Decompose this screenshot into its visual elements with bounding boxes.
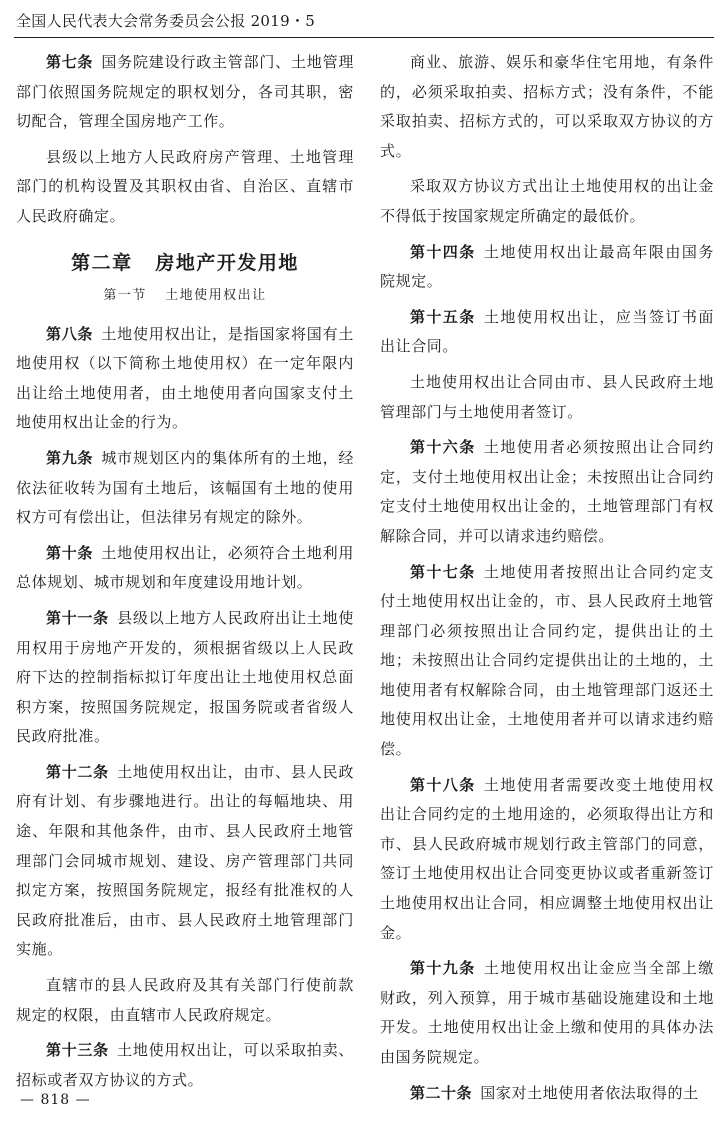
article-label: 第十七条 [410,562,476,581]
paragraph [380,48,714,166]
chapter-heading [16,248,354,278]
article-paragraph [16,604,354,752]
article-text: 国务院建设行政主管部门、土地管理部门依照国务院规定的职权划分，各司其职，密切配合，管理全国房地产工作。 [16,53,354,131]
article-paragraph [380,433,714,551]
article-label: 第十四条 [410,242,476,261]
paragraph [16,971,354,1030]
article-text: 土地使用权出让最高年限由国务院规定。 [380,242,714,291]
article-paragraph [380,238,714,297]
article-label: 第九条 [46,448,94,467]
article-label: 第十九条 [410,959,476,978]
page-number: — 818 — [20,1092,91,1108]
article-text: 城市规划区内的集体所有的土地，经依法征收转为国有土地后，该幅国有土地的使用权方可有偿出让，但法律另有规定的除外。 [16,448,354,527]
right-column-articles [380,48,714,1108]
article-paragraph [380,558,714,765]
article-paragraph [16,1036,354,1095]
article-label: 第十一条 [46,608,109,627]
article-text: 土地使用权出让，应当签订书面出让合同。 [380,307,714,356]
article-text: 土地使用权出让，可以采取拍卖、招标或者双方协议的方式。 [16,1041,354,1089]
article-label: 第八条 [46,324,94,343]
paragraph [380,368,714,427]
article-text: 土地使用权出让金应当全部上缴财政，列入预算，用于城市基础设施建设和土地开发。土地使用权出让金上缴和使用的具体办法由国务院规定。 [380,959,714,1066]
article-paragraph [380,303,714,362]
article-label: 第十六条 [410,438,476,457]
left-column-articles [16,320,354,1096]
article-paragraph [16,320,354,438]
left-column [16,48,354,1101]
article-text: 直辖市的县人民政府及其有关部门行使前款规定的权限，由直辖市人民政府规定。 [16,976,354,1024]
left-column-top [16,48,354,232]
article-label: 第十五条 [410,307,476,326]
paragraph [380,172,714,231]
page-header: 全国人民代表大会常务委员会公报 2019・5 [16,12,316,30]
paragraph [16,143,354,232]
chapter-number: 第二章 [71,251,133,274]
article-text: 土地使用者必须按照出让合同约定，支付土地使用权出让金；未按照出让合同约定支付土地使用权出让金的，土地管理部门有权解除合同，并可以请求违约赔偿。 [380,438,714,545]
article-text: 土地使用者需要改变土地使用权出让合同约定的土地用途的，必须取得出让方和市、县人民政府城市规划行政主管部门的同意，签订土地使用权出让合同变更协议或者重新签订土地使用权出让合同，相应调整土地使用权出让金。 [380,775,714,942]
section-heading [16,284,354,308]
article-paragraph [16,539,354,598]
article-text: 县级以上地方人民政府出让土地使用权用于房地产开发的，须根据省级以上人民政府下达的控制指标拟订年度出让土地使用权总面积方案，按照国务院规定，报国务院或者省级人民政府批准。 [16,608,354,746]
right-column [380,48,714,1114]
article-label: 第七条 [46,53,94,71]
article-text: 土地使用者按照出让合同约定支付土地使用权出让金的，市、县人民政府土地管理部门必须按照出让合同约定，提供出让的土地；未按照出让合同约定提供出让的土地的，土地使用者有权解除合同，由土地管理部门返还土地使用权出让金，土地使用者并可以请求违约赔偿。 [380,562,714,759]
article-paragraph [16,758,354,965]
article-text: 国家对土地使用者依法取得的土 [480,1083,699,1102]
article-paragraph [16,48,354,137]
article-paragraph [380,771,714,949]
article-label: 第二十条 [410,1083,473,1102]
chapter-title: 房地产开发用地 [155,251,299,274]
article-paragraph [380,954,714,1072]
article-text: 土地使用权出让合同由市、县人民政府土地管理部门与土地使用者签订。 [380,372,714,421]
section-number: 第一节 [103,287,147,303]
article-label: 第十二条 [46,762,109,781]
section-title: 土地使用权出让 [165,287,267,303]
article-text: 土地使用权出让，必须符合土地利用总体规划、城市规划和年度建设用地计划。 [16,543,354,592]
article-label: 第十条 [46,543,94,562]
article-paragraph [380,1079,714,1109]
header-rule [14,37,714,38]
article-text: 采取双方协议方式出让土地使用权的出让金不得低于按国家规定所确定的最低价。 [380,177,714,225]
article-label: 第十八条 [410,775,476,794]
article-text: 商业、旅游、娱乐和豪华住宅用地，有条件的，必须采取拍卖、招标方式；没有条件，不能采取拍卖、招标方式的，可以采取双方协议的方式。 [380,53,714,160]
article-text: 土地使用权出让，是指国家将国有土地使用权（以下简称土地使用权）在一定年限内出让给土地使用者，由土地使用者向国家支付土地使用权出让金的行为。 [16,324,354,432]
article-paragraph [16,444,354,533]
article-text: 土地使用权出让，由市、县人民政府有计划、有步骤地进行。出让的每幅地块、用途、年限和其他条件，由市、县人民政府土地管理部门会同城市规划、建设、房产管理部门共同拟定方案，按照国务院规定，报经有批准权的人民政府批准后，由市、县人民政府土地管理部门实施。 [16,762,354,959]
article-text: 县级以上地方人民政府房产管理、土地管理部门的机构设置及其职权由省、自治区、直辖市人民政府确定。 [16,147,354,225]
article-label: 第十三条 [46,1041,109,1060]
